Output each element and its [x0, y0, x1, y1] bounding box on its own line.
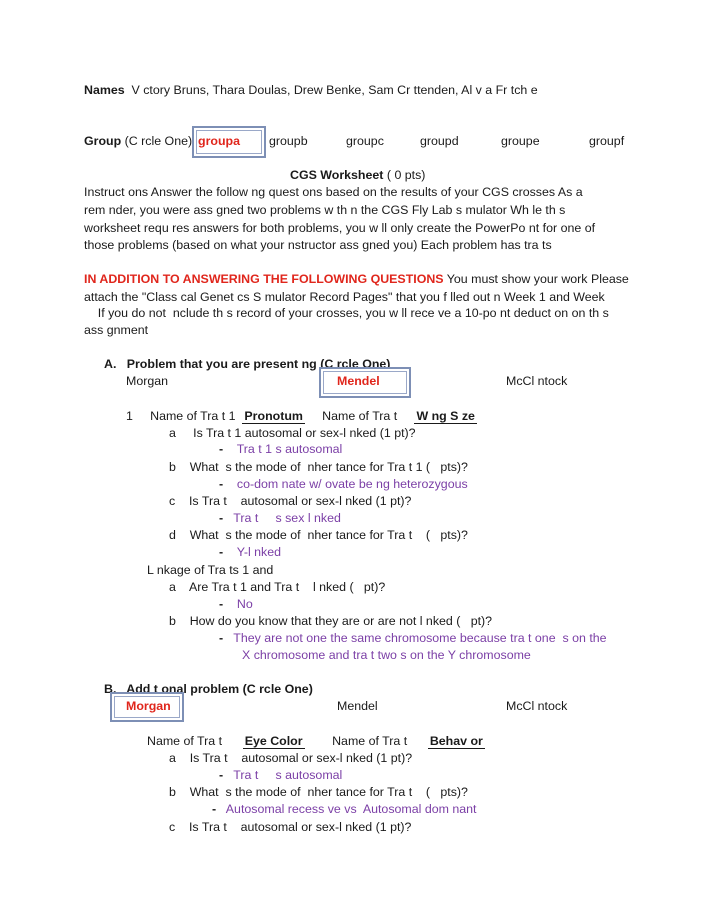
addition-line-4: ass gnment: [84, 323, 149, 337]
section-b-question-b: [169, 784, 468, 800]
section-b-trait1-label: Name of Tra t: [147, 734, 223, 748]
question-letter: a: [169, 751, 176, 765]
section-b-answer-b: [212, 801, 476, 817]
linkage-answer-a: [219, 596, 253, 612]
section-a-answer-c: [219, 510, 341, 526]
names-value: V ctory Bruns, Thara Doulas, Drew Benke, Sam Cr ttenden, Al v a Fr tch e: [131, 83, 538, 97]
section-a-trait2-value: W ng S ze: [416, 409, 475, 423]
question-text: Is Tra t 1 autosomal or sex-l nked (1 pt)?: [193, 426, 416, 440]
section-a-option-mendel[interactable]: Mendel: [337, 374, 380, 388]
section-b-heading: B. Add t onal problem (C rcle One): [104, 682, 313, 696]
worksheet-title: CGS Worksheet: [290, 168, 384, 182]
group-option-d[interactable]: groupd: [420, 134, 459, 148]
addition-line-3: If you do not nclude th s record of your crosses, you w ll rece ve a 10-po nt deduct on on th s: [84, 306, 609, 320]
section-b-option-mcclintock[interactable]: McCl ntock: [506, 699, 568, 713]
section-a-option-morgan[interactable]: Morgan: [126, 374, 169, 388]
instructions-line-2: rem nder, you were ass gned two problems w th n the CGS Fly Lab s mulator Wh le th s: [84, 203, 566, 217]
instructions-line-3: worksheet requ res answers for both problems, you w ll only create the PowerPo nt for one of: [84, 221, 596, 235]
group-hint: (C rcle One): [124, 134, 193, 148]
addition-line-2: attach the "Class cal Genet cs S mulator Record Pages" that you f lled out n Week 1 and Week: [84, 290, 605, 304]
section-a-answer-b: [219, 476, 468, 492]
group-option-a[interactable]: groupa: [198, 134, 240, 148]
question-letter: b: [169, 614, 176, 628]
linkage-heading: L nkage of Tra ts 1 and: [147, 563, 274, 577]
answer-text: Autosomal recess ve vs Autosomal dom nant: [225, 802, 477, 816]
linkage-question-b: [169, 613, 492, 629]
question-letter: b: [169, 460, 176, 474]
question-text: Is Tra t autosomal or sex-l nked (1 pt)?: [188, 494, 412, 508]
section-a-question-d: [169, 527, 468, 543]
section-b-option-morgan[interactable]: Morgan: [126, 699, 171, 713]
bullet-dash: -: [219, 597, 224, 611]
section-a-trait-num: 1: [126, 409, 133, 423]
question-text: Is Tra t autosomal or sex-l nked (1 pt)?: [188, 820, 412, 834]
section-a-question-c: [169, 493, 411, 509]
question-letter: b: [169, 785, 176, 799]
section-a-answer-d: [219, 544, 281, 560]
section-a-question-b: [169, 459, 468, 475]
section-b-trait1-value: Eye Color: [244, 734, 303, 748]
worksheet-points: ( 0 pts): [386, 168, 426, 182]
section-b-question-c: [169, 819, 411, 835]
linkage-question-a: [169, 579, 385, 595]
section-a-answer-a: [219, 441, 342, 457]
bullet-dash: -: [219, 442, 224, 456]
addition-rest: You must show your work Please: [443, 272, 629, 286]
question-text: What s the mode of nher tance for Tra t ( pts)?: [189, 785, 468, 799]
answer-text: They are not one the same chromosome because tra t one s on the: [233, 631, 607, 645]
worksheet-title-line: [290, 167, 425, 183]
linkage-answer-b: [219, 630, 607, 646]
section-b-trait2-label: Name of Tra t: [332, 734, 408, 748]
names-line: [84, 82, 538, 98]
bullet-dash: -: [219, 477, 224, 491]
linkage-answer-b-cont: X chromosome and tra t two s on the Y chromosome: [242, 648, 531, 662]
section-a-trait1-value: Pronotum: [244, 409, 303, 423]
answer-text: Tra t 1 s autosomal: [236, 442, 343, 456]
question-text: What s the mode of nher tance for Tra t ( pts)?: [189, 528, 468, 542]
answer-text: Tra t s sex l nked: [233, 511, 341, 525]
answer-text: co-dom nate w/ ovate be ng heterozygous: [236, 477, 468, 491]
section-b-question-a: [169, 750, 412, 766]
question-text: Is Tra t autosomal or sex-l nked (1 pt)?: [189, 751, 413, 765]
group-option-c[interactable]: groupc: [346, 134, 384, 148]
group-option-b[interactable]: groupb: [269, 134, 308, 148]
group-option-e[interactable]: groupe: [501, 134, 540, 148]
group-label-line: [84, 133, 192, 149]
bullet-dash: -: [219, 545, 224, 559]
answer-text: No: [236, 597, 253, 611]
section-b-answer-a: [219, 767, 342, 783]
instructions-line-4: those problems (based on what your nstructor ass gned you) Each problem has tra ts: [84, 238, 552, 252]
bullet-dash: -: [212, 802, 217, 816]
section-a-trait-line: [126, 408, 477, 424]
question-text: How do you know that they are or are not l nked ( pt)?: [189, 614, 493, 628]
section-b-trait2-value: Behav or: [429, 734, 483, 748]
bullet-dash: -: [219, 768, 224, 782]
bullet-dash: -: [219, 631, 224, 645]
section-a-trait1-label: Name of Tra t 1: [150, 409, 236, 423]
section-b-option-mendel[interactable]: Mendel: [337, 699, 378, 713]
question-letter: c: [169, 820, 176, 834]
section-b-trait-line: [147, 733, 485, 749]
question-text: What s the mode of nher tance for Tra t 1 ( pts)?: [189, 460, 468, 474]
names-label: Names: [84, 83, 125, 97]
section-a-option-mcclintock[interactable]: McCl ntock: [506, 374, 568, 388]
question-letter: a: [169, 426, 176, 440]
answer-text: Tra t s autosomal: [233, 768, 343, 782]
group-option-f[interactable]: groupf: [589, 134, 625, 148]
answer-text: Y-l nked: [236, 545, 282, 559]
bullet-dash: -: [219, 511, 224, 525]
question-letter: a: [169, 580, 176, 594]
question-letter: d: [169, 528, 176, 542]
group-label: Group: [84, 134, 122, 148]
section-a-heading: A. Problem that you are present ng (C rcle One): [104, 357, 391, 371]
question-letter: c: [169, 494, 176, 508]
question-text: Are Tra t 1 and Tra t l nked ( pt)?: [189, 580, 386, 594]
section-a-trait2-label: Name of Tra t: [322, 409, 398, 423]
addition-emphasis: IN ADDITION TO ANSWERING THE FOLLOWING QUESTIONS: [84, 272, 444, 286]
section-a-question-a: [169, 425, 416, 441]
addition-line-1: [84, 271, 629, 287]
instructions-line-1: Instruct ons Answer the follow ng quest ons based on the results of your CGS crosses As a: [84, 185, 583, 199]
